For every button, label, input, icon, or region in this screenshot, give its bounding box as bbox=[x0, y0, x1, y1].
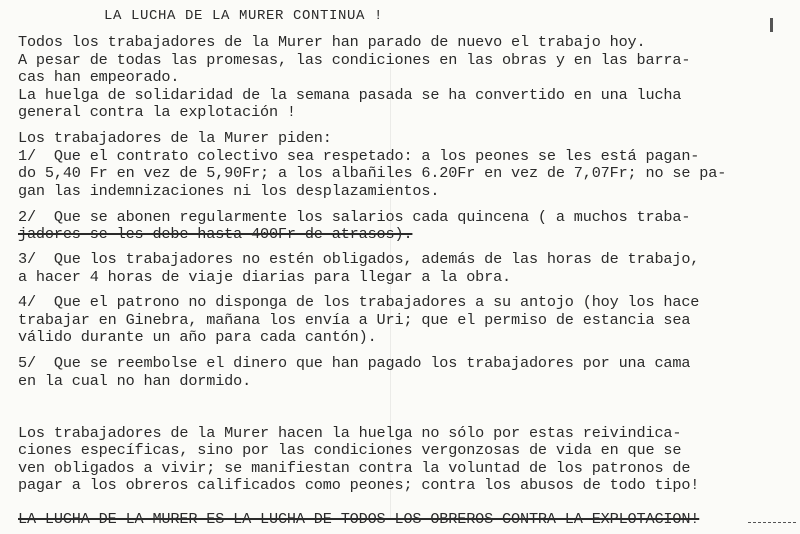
demands-heading: Los trabajadores de la Murer piden: bbox=[18, 129, 332, 147]
closing-line-1: Los trabajadores de la Murer hacen la huelga no sólo por estas reivindica- bbox=[18, 424, 682, 442]
leaflet-title: LA LUCHA DE LA MURER CONTINUA ! bbox=[104, 8, 384, 24]
intro-line-4: La huelga de solidaridad de la semana pasada se ha convertido en una lucha bbox=[18, 86, 682, 104]
demand-3-line-1: 3/ Que los trabajadores no estén obligados, además de las horas de trabajo, bbox=[18, 250, 700, 268]
demand-5-line-1: 5/ Que se reembolse el dinero que han pagado los trabajadores por una cama bbox=[18, 354, 691, 372]
demand-4-line-3: válido durante un año para cada cantón). bbox=[18, 328, 377, 346]
closing-line-2: ciones específicas, sino por las condiciones vergonzosas de vida en que se bbox=[18, 441, 682, 459]
demand-1-line-1: 1/ Que el contrato colectivo sea respetado: a los peones se les está pagan- bbox=[18, 147, 700, 165]
bottom-dash-mark bbox=[748, 522, 796, 523]
intro-line-5: general contra la explotación ! bbox=[18, 103, 296, 121]
demand-1-line-2: do 5,40 Fr en vez de 5,90Fr; a los albañiles 6.20Fr en vez de 7,07Fr; no se pa- bbox=[18, 164, 727, 182]
intro-line-1: Todos los trabajadores de la Murer han parado de nuevo el trabajo hoy. bbox=[18, 33, 646, 51]
demand-4-line-1: 4/ Que el patrono no disponga de los trabajadores a su antojo (hoy los hace bbox=[18, 293, 700, 311]
edge-mark bbox=[770, 18, 773, 32]
closing-line-3: ven obligados a vivir; se manifiestan contra la voluntad de los patronos de bbox=[18, 459, 691, 477]
intro-line-3: cas han empeorado. bbox=[18, 68, 180, 86]
demand-5-line-2: en la cual no han dormido. bbox=[18, 372, 252, 390]
closing-slogan: LA LUCHA DE LA MURER ES LA LUCHA DE TODOS LOS OBREROS CONTRA LA EXPLOTACION! bbox=[18, 510, 700, 528]
intro-line-2: A pesar de todas las promesas, las condiciones en las obras y en las barra- bbox=[18, 51, 691, 69]
demand-1-line-3: gan las indemnizaciones ni los desplazamientos. bbox=[18, 182, 440, 200]
demand-4-line-2: trabajar en Ginebra, mañana los envía a Uri; que el permiso de estancia sea bbox=[18, 311, 691, 329]
closing-line-4: pagar a los obreros calificados como peones; contra los abusos de todo tipo! bbox=[18, 476, 700, 494]
demand-2-line-2: jadores se les debe hasta 400Fr de atrasos). bbox=[18, 225, 413, 243]
demand-2-line-1: 2/ Que se abonen regularmente los salarios cada quincena ( a muchos traba- bbox=[18, 208, 691, 226]
demand-3-line-2: a hacer 4 horas de viaje diarias para llegar a la obra. bbox=[18, 268, 512, 286]
